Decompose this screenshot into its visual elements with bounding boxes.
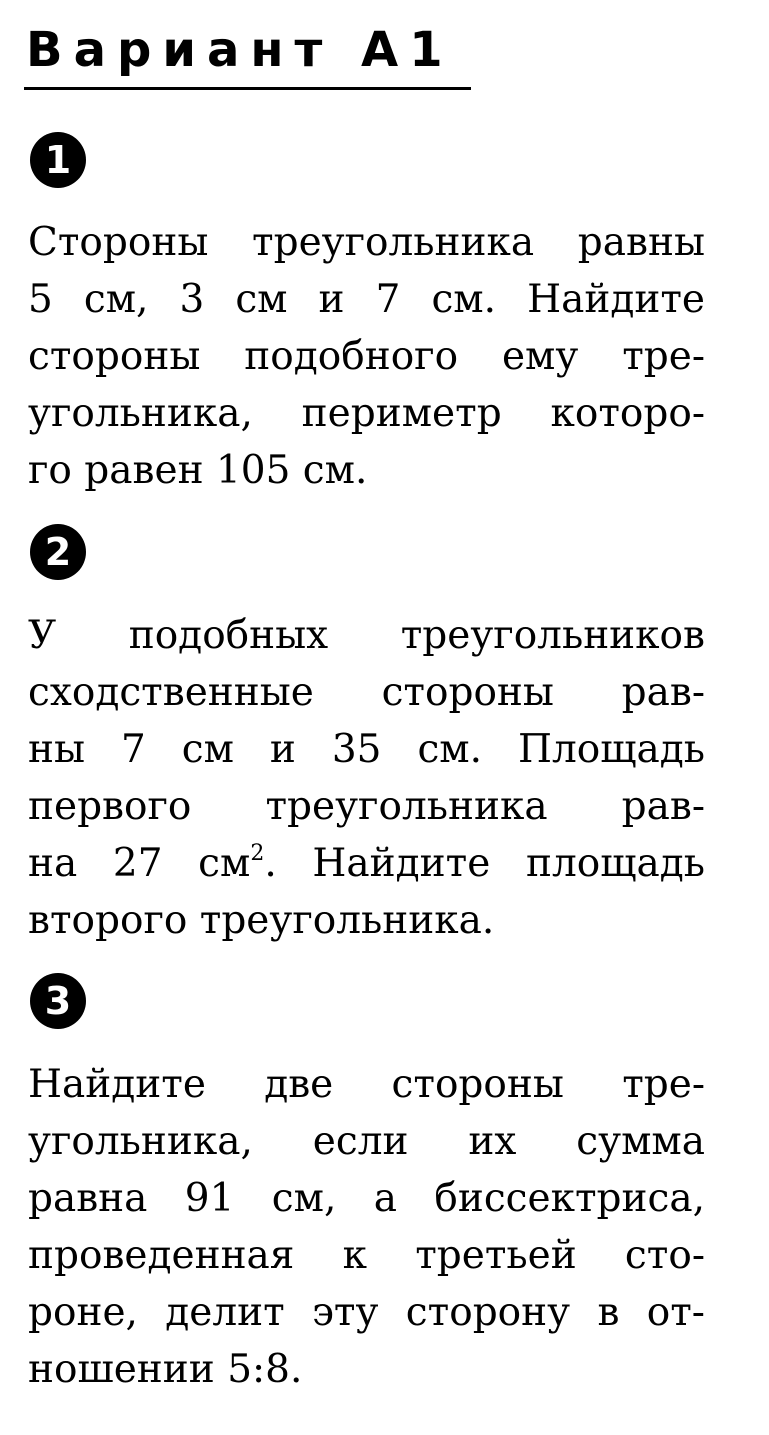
problem-3-line: ношении 5:8. [28, 1347, 303, 1392]
problem-3-line: роне, делит эту сторону в от- [28, 1290, 705, 1335]
problem-1-line: го равен 105 см. [28, 448, 368, 493]
problem-3-line: Найдите две стороны тре- [28, 1062, 705, 1107]
problem-1-line: угольника, периметр которо- [28, 391, 705, 436]
problem-2-line-tail: . Найдите площадь [264, 841, 705, 886]
page-title: Вариант А1 [26, 22, 454, 78]
problem-2-number-badge: 2 [30, 524, 86, 580]
problem-2-line: второго треугольника. [28, 898, 495, 943]
title-underline [24, 87, 471, 90]
problem-2-line: ны 7 см и 35 см. Площадь [28, 727, 705, 772]
problem-1-text [28, 214, 705, 499]
problem-2-text [28, 607, 705, 949]
problem-1-number-badge: 1 [30, 132, 86, 188]
problem-1-line: стороны подобного ему тре- [28, 334, 705, 379]
problem-2-line-with-exponent [28, 835, 705, 892]
exponent-superscript: 2 [250, 841, 265, 866]
problem-2-line: сходственные стороны рав- [28, 670, 705, 715]
problem-1-line: Стороны треугольника равны [28, 220, 705, 265]
problem-3-line: равна 91 см, а биссектриса, [28, 1176, 705, 1221]
problem-3-number-badge: 3 [30, 973, 86, 1029]
problem-1-line: 5 см, 3 см и 7 см. Найдите [28, 277, 705, 322]
problem-3-line: проведенная к третьей сто- [28, 1233, 705, 1278]
problem-2-line: У подобных треугольников [28, 613, 705, 658]
problem-3-text [28, 1056, 705, 1398]
problem-3-line: угольника, если их сумма [28, 1119, 705, 1164]
problem-2-line: первого треугольника рав- [28, 784, 705, 829]
problem-2-line-head: на 27 см [28, 841, 251, 886]
